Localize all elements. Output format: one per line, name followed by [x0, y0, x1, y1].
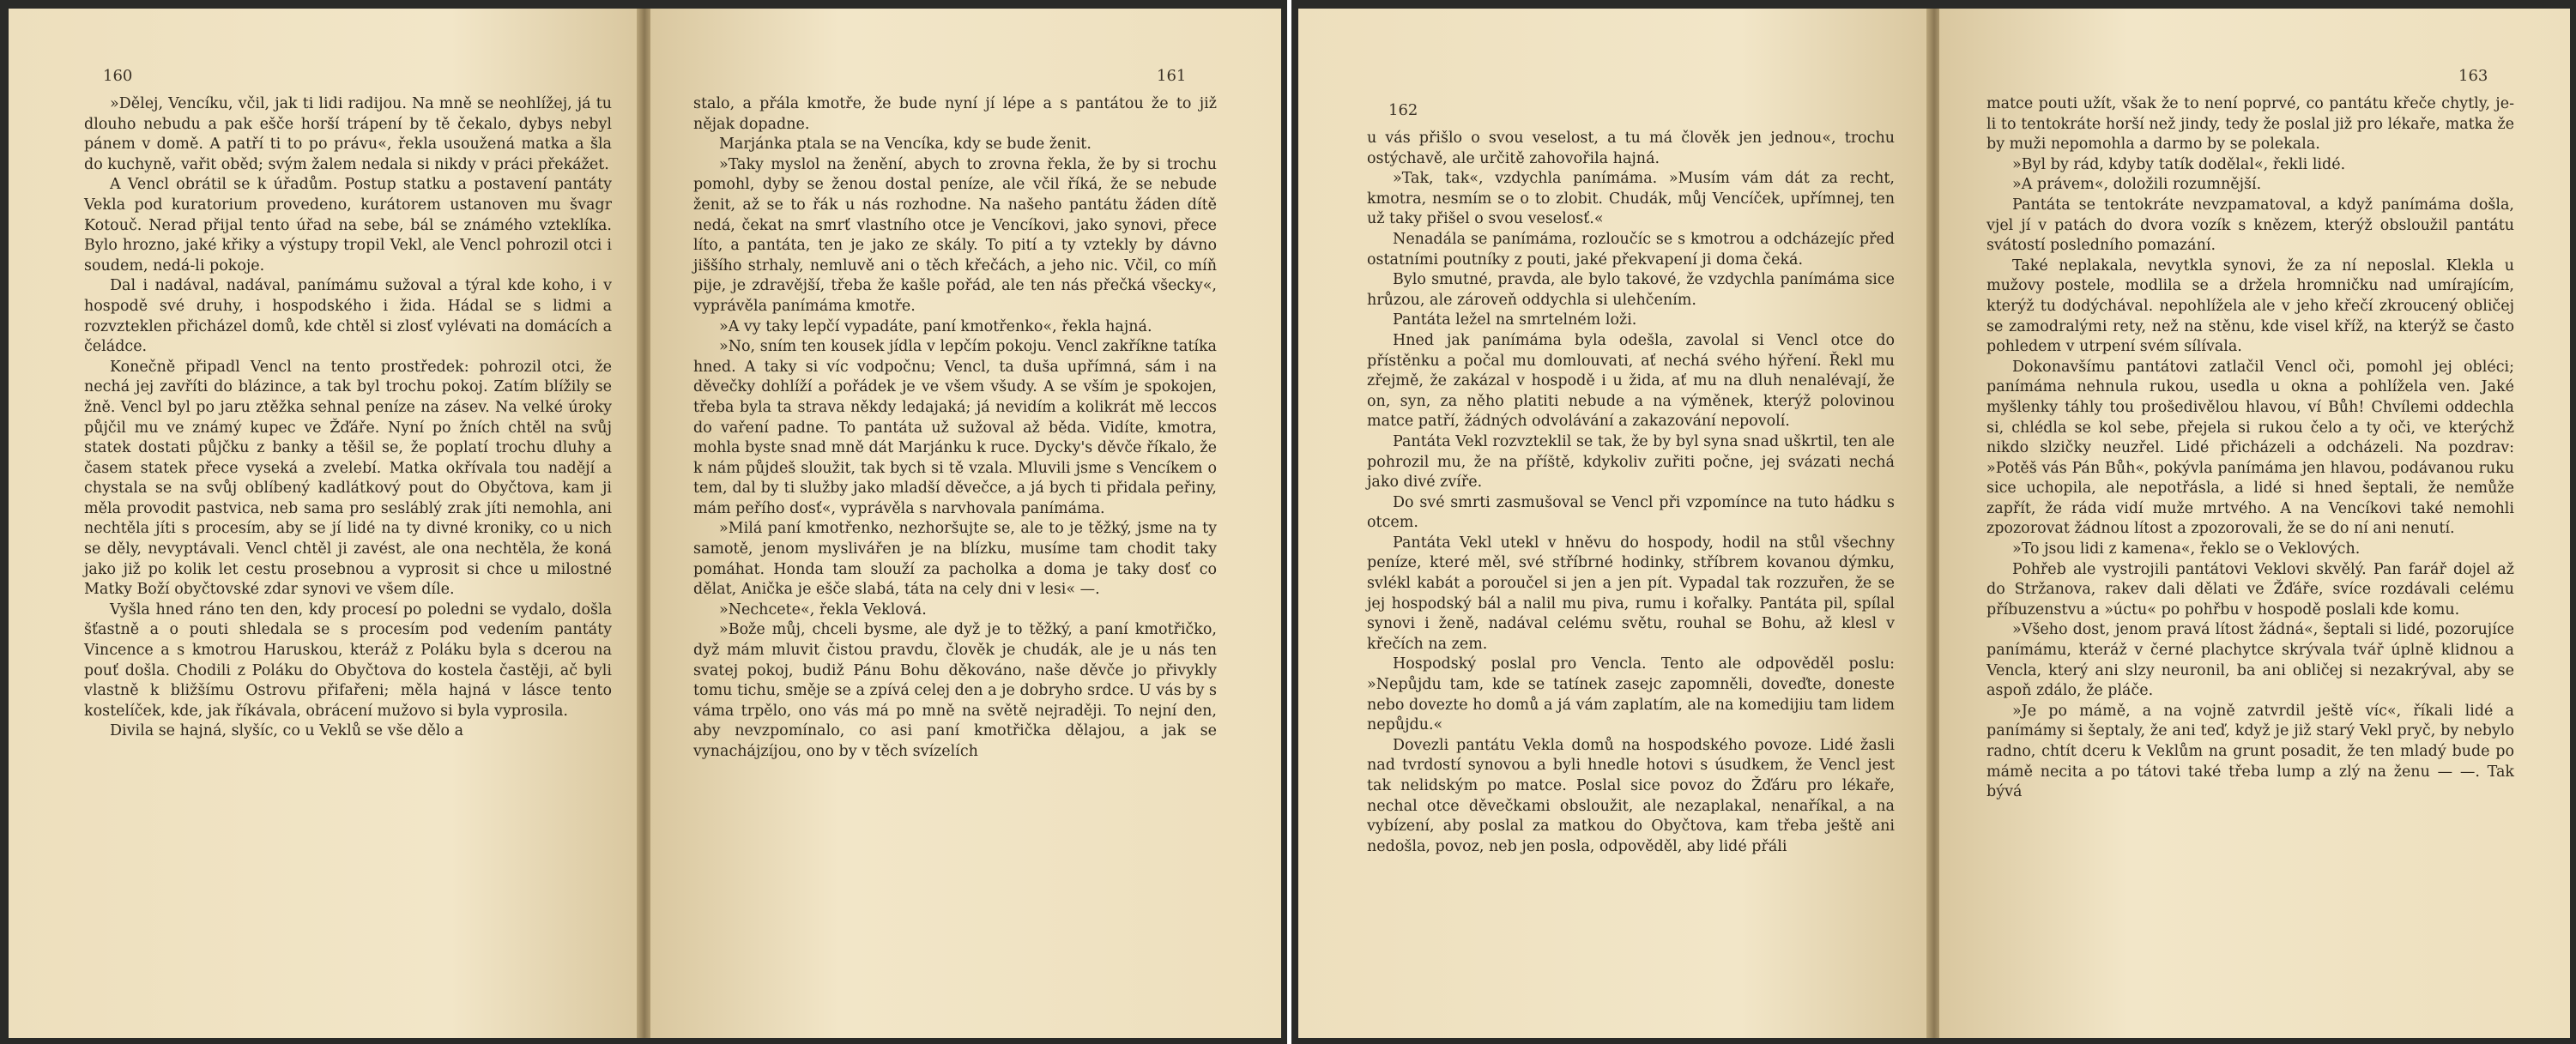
paragraph: Marjánka ptala se na Vencíka, kdy se bude ženit.	[719, 136, 1091, 154]
paragraph: Také neplakala, nevytkla synovi, že za ní neposlal. Klekla u mužovy postele, modlila se a držela hromničku nad umírajícím, kterýž tu dodýchával. nepohlížela ale v jeho křečí zkroucený obličej se zamodralými rety, než na stěnu, kde visel kříž, na kterýž se často pohledem v utrpení svém sílívala.	[1986, 256, 2514, 356]
paragraph: »To jsou lidi z kamena«, řeklo se o Veklových.	[2012, 540, 2361, 558]
paragraph: »Milá paní kmotřenko, nezhoršujte se, ale to je těžký, jsme na ty samotě, jenom myslivářen je na blízku, musíme tam chodit taky pomáhat. Honda tam slouží za pacholka a doma je taky dosť co dělat, Anička je ešče slabá, táta na cely dni v lesi« —.	[693, 520, 1217, 599]
paragraph: »A právem«, doložili rozumnější.	[2012, 176, 2262, 194]
paragraph: Hospodský poslal pro Vencla. Tento ale odpověděl poslu: »Nepůjdu tam, kde se tatínek zasejc zapomněli, doveďte, doneste nebo dovezte ho domů a já vám zaplatím, ale na komedijiu tam lidem nepůjdu.«	[1367, 655, 1895, 734]
paragraph: Do své smrti zasmušoval se Vencl při vzpomínce na tuto hádku s otcem.	[1367, 493, 1895, 532]
page-162	[1298, 9, 1929, 1038]
page-number: 160	[103, 67, 133, 85]
paragraph: »Je po mámě, a na vojně zatvrdil ještě víc«, říkali lidé a panímámy si šeptaly, že ani teď, když je již starý Vekl pryč, by nebylo radno, chtít dceru k Veklům na grunt posadit, že ten mladý bude po mámě necita a po tátovi také třeba lump a zlý na ženu — —. Tak bývá	[1986, 702, 2514, 801]
page-number: 162	[1388, 101, 1418, 119]
paragraph: »Tak, tak«, vzdychla panímáma. »Musím vám dát za recht, kmotra, nesmím se o to zlobit. Chudák, můj Vencíček, upřímnej, ten už taky přišel o svou veselosť.«	[1367, 170, 1895, 228]
book-spread-left	[0, 0, 1287, 1044]
book-spread-right	[1291, 0, 2576, 1044]
paragraph: Pantáta ležel na smrtelném loži.	[1393, 311, 1637, 329]
page-text	[1367, 129, 1895, 857]
page-text	[84, 94, 612, 742]
paragraph: Dal i nadával, nadával, panímámu sužoval a týral kde koho, i v hospodě své druhy, i hospodského i žida. Hádal se s lidmi a rozvzteklen přicházel domů, kde chtěl si zlosť vylévati na domácích a čeládce.	[84, 277, 612, 356]
paragraph: Pohřeb ale vystrojili pantátovi Veklovi skvělý. Pan farář dojel až do Stržanova, rakev dali dělati ve Žďáře, svíce rozdávali celému příbuzenstvu a »úctu« po pohřbu v hospodě poslali kde komu.	[1986, 560, 2514, 619]
paragraph: Bylo smutné, pravda, ale bylo takové, že vzdychla panímáma sice hrůzou, ale zároveň oddychla si ulehčením.	[1367, 271, 1895, 309]
paragraph: »Všeho dost, jenom pravá lítost žádná«, šeptali si lidé, pozorujíce panímámu, kteráž v černé plachytce skrývala tvář úplně klidnou a Vencla, který ani slzy neuronil, ba ani obličej si nezakrýval, aby se aspoň zdálo, že pláče.	[1986, 621, 2514, 700]
page-161	[650, 9, 1281, 1038]
paragraph: Dovezli pantátu Vekla domů na hospodského povoze. Lidé žasli nad tvrdostí synovou a byli hnedle hotovi s úsudkem, že Vencl jest tak nelidským po matce. Poslal sice povoz do Žďáru pro lékaře, nechal otce děvečkami obsloužit, ale nezaplakal, nenaříkal, a na vybízení, aby poslal za matkou do Obyčtova, kam třeba ještě ani nedošla, povoz, neb jen posla, odpověděl, aby lidé přáli	[1367, 736, 1895, 855]
paragraph: Nenadála se panímáma, rozloučíc se s kmotrou a odcházejíc před ostatními poutníky z pouti, jaké překvapení ji doma čeká.	[1367, 230, 1895, 269]
paragraph: Vyšla hned ráno ten den, kdy procesí po poledni se vydalo, došla šťastně a o pouti shledala se s procesím pod vedením pantáty Vincence a s kmotrou Haruskou, kteráž z Poláku byla s dcerou na pouť došla. Chodili z Poláku do Obyčtova do kostela častěji, ač byli vlastně k bližšímu Ostrovu přifařeni; měla hajná v lásce tento kostelíček, kde, jak říkávala, obrácení mužovo si byla vyprosila.	[84, 600, 612, 720]
paragraph: »Dělej, Vencíku, včil, jak ti lidi radijou. Na mně se neohlížej, já tu dlouho nebudu a pak ešče horší trápení by tě čekalo, dybys nebyl pánem v domě. A patří ti to po právu«, řekla usoužená matka a šla do kuchyně, vařit oběd; svým žalem nedala si nikdy v práci překážet.	[84, 95, 612, 173]
paragraph: u vás přišlo o svou veselost, a tu má člověk jen jednou«, trochu ostýchavě, ale určitě zahovořila hajná.	[1367, 130, 1895, 167]
page-160	[9, 9, 639, 1038]
paragraph: »Nechcete«, řekla Veklová.	[719, 600, 927, 619]
paragraph: »Byl by rád, kdyby tatík dodělal«, řekli lidé.	[2012, 155, 2346, 173]
paragraph: Pantáta Vekl rozvzteklil se tak, že by byl syna snad uškrtil, ten ale pohrozil mu, že na příště, kdykoliv zuřiti počne, jej svázati nechá jako divé zvíře.	[1367, 432, 1895, 492]
page-163	[1939, 9, 2570, 1038]
paragraph: »A vy taky lepčí vypadáte, paní kmotřenko«, řekla hajná.	[719, 317, 1152, 335]
page-text	[693, 94, 1217, 763]
paragraph: »Bože můj, chceli bysme, ale dyž je to těžký, a paní kmotřičko, dyž mám mluvit čistou pravdu, člověk je chudák, ale je u nás ten svatej pokoj, budiž Pánu Bohu děkováno, naše děvče jo přivykly tomu tichu, směje se a zpívá celej den a je dobryho srdce. U vás by s váma trpělo, ono vás má po mně na světě nejraději. To nejní den, aby nevzpomínalo, co asi paní kmotřička dělajou, a jak se vynachájzíjou, ono by v těch svízelích	[693, 621, 1217, 760]
paragraph: Dokonavšímu pantátovi zatlačil Vencl oči, pomohl jej obléci; panímáma nehnula rukou, usedla u okna a pohlížela ven. Jaké myšlenky táhly tou prošedivělou hlavou, ví Bůh! Chvílemi oddechla si, chlédla se kol sebe, přejela si rukou čelo a ty oči, ve kterýchž nikdo slzičky neuzřel. Lidé přicházeli a odcházeli. Na pozdrav: »Potěš vás Pán Bůh«, pokývla panímáma jen hlavou, podávanou ruku sice uchopila, ale nepotřásla, a lidé si hned šeptali, že nemůže zapřít, že ráda vidí muže mrtvého. A na Vencíkovi také nemohli zpozorovat žádnou lítost a zpozorovali, že se do ní ani nenutí.	[1986, 358, 2514, 538]
paragraph: »No, sním ten kousek jídla v lepčím pokoju. Vencl zakříkne tatíka hned. A taky si víc vodpočnu; Vencl, ta duša upřímná, sám i na děvečky dohlíží a pořádek je ve všem všudy. A se vším je spokojen, třeba byla ta strava někdy ledajaká; já nevidím a kolikrát mě leccos do vaření padne. To pantáta už sužoval až běda. Vidíte, kmotra, mohla byste snad mně dát Marjánku k ruce. Dycky's děvče říkalo, že k nám půjdeš sloužit, tak bych si tě vzala. Mluvili jsme s Vencíkem o tem, dal by ti služby jako mladší děvečce, a já bych ti přidala peřiny, mám peřího dosť«, vyprávěla s narvhovala panímáma.	[693, 338, 1217, 517]
paragraph: stalo, a přála kmotře, že bude nyní jí lépe a s pantátou že to již nějak dopadne.	[693, 95, 1217, 133]
page-number: 161	[1157, 67, 1187, 85]
paragraph: »Taky myslol na ženění, abych to zrovna řekla, že by si trochu pomohl, dyby se ženou dostal peníze, ale včil říká, že se nebude ženit, až se to řák u nás rozhodne. Na našeho pantátu žáden dítě nedá, čekat na smrť vlastního otce je Vencíkovi, jako synovi, přece líto, a pantáta, ten je jako ze skály. To pití a ty vztekly by dávno jiššího strhaly, nemluvě ani o těch křečách, a jeho nic. Včil, co míň pije, je zdravější, třeba že kašle pořád, ale ten nás přečká všecky«, vyprávěla panímáma kmotře.	[693, 155, 1217, 315]
paragraph: Konečně připadl Vencl na tento prostředek: pohrozil otci, že nechá jej zavříti do blázince, a tak byl trochu pokoj. Zatím blížily se žně. Vencl byl po jaru ztěžka sehnal peníze na zásev. Na velké úroky půjčil mu ve známý kupec ve Žďáře. Nyní po žních chtěl na svůj statek dostati půjčku z banky a těšil se, že poplatí trochu dluhy a časem statek přece vyseká a zvelebí. Matka okřívala tou nadějí a chystala se na svůj oblíbený kadlátkový pout do Obyčtova, kam ji měla provodit pastvica, neb sama pro sesláblý zrak jíti nemohla, ani nechtěla jíti s procesím, aby se jí lidé na ty divné kroniky, co u nich se děly, nevyptávali. Vencl chtěl ji zavést, ale ona nechtěla, že koná jako již po kolik let cestu prosebnou a vyprosit si chce u milostné Matky Boží obyčtovské zdar synovi ve všem díle.	[84, 358, 612, 599]
page-text	[1986, 94, 2514, 803]
paragraph: A Vencl obrátil se k úřadům. Postup statku a postavení pantáty Vekla pod kuratorium provedeno, kurátorem ustanoven mu švagr Kotouč. Nerad přijal tento úřad na sebe, bál se známého vzteklíka. Bylo hrozno, jaké křiky a výstupy tropil Vekl, ale Vencl pohrozil otci i soudem, nedá-li pokoje.	[84, 176, 612, 275]
paragraph: Divila se hajná, slyšíc, co u Veklů se vše dělo a	[110, 722, 464, 740]
paragraph: matce pouti užít, však že to není poprvé, co pantátu křeče chytly, je-li to tentokráte horší než jindy, tedy že poslal již pro lékaře, matka že by muži nepomohla a darmo by se polekala.	[1986, 95, 2514, 154]
page-number: 163	[2458, 67, 2488, 85]
paragraph: Pantáta se tentokráte nevzpamatoval, a když panímáma došla, vjel jí v patách do dvora vozík s knězem, kterýž obsloužil pantátu svátostí posledního pomazání.	[1986, 196, 2514, 255]
paragraph: Pantáta Vekl utekl v hněvu do hospody, hodil na stůl všechny peníze, které měl, své stříbrné hodinky, stříbrem kovanou dýmku, svlékl kabát a poroučel si jen a jen pít. Vypadal tak rozzuřen, že se jej hospodský bál a nalil mu piva, rumu i kořalky. Pantáta pil, spílal synovi i ženě, nadával celému světu, rouhal se Bohu, až klesl v křečích na zem.	[1367, 534, 1895, 653]
paragraph: Hned jak panímáma byla odešla, zavolal si Vencl otce do přístěnku a počal mu domlouvati, ať nechá svého hýření. Řekl mu zřejmě, že zakázal v hospodě i u žida, ať mu na dluh nenalévají, že on, syn, za něho platiti nebude a na výměnek, kterýž polovinou matce patří, žádných odvolávání a zakazování nepovolí.	[1367, 331, 1895, 431]
